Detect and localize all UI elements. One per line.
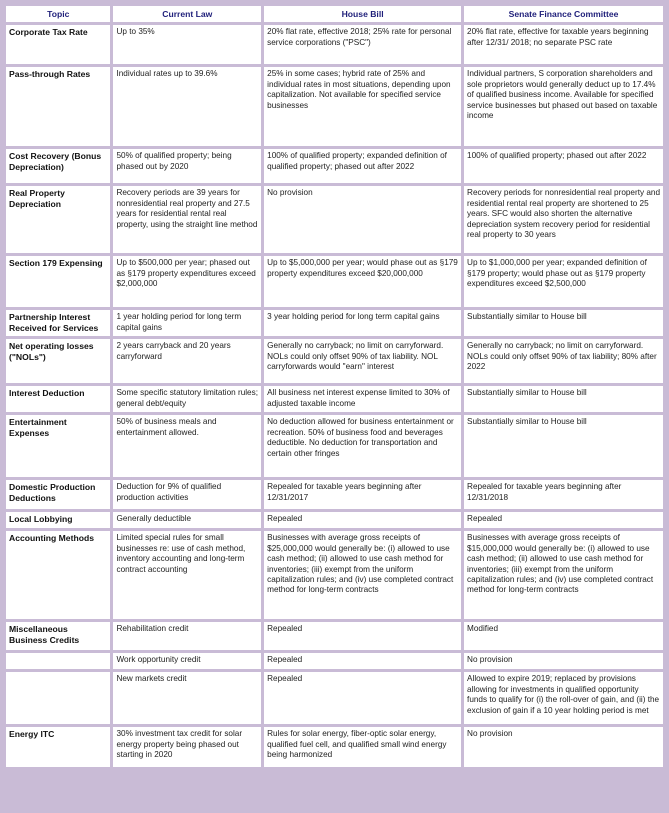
topic-cell: Accounting Methods [6,531,110,619]
header-row [6,6,663,22]
current-law-cell: Recovery periods are 39 years for nonresidential real property and 27.5 years for residential rental real property, using the straight line method [113,186,261,253]
house-bill-cell: Repealed [264,672,461,724]
current-law-cell: 50% of qualified property; being phased out by 2020 [113,149,261,183]
header-senate-finance-committee: Senate Finance Committee [464,6,663,22]
table-row [6,386,663,412]
topic-cell: Real Property Depreciation [6,186,110,253]
topic-cell: Local Lobbying [6,512,110,528]
current-law-cell: Generally deductible [113,512,261,528]
house-bill-cell: 25% in some cases; hybrid rate of 25% and individual rates in most situations, depending upon capitalization. Not available for specified service businesses [264,67,461,146]
topic-cell: Partnership Interest Received for Services [6,310,110,336]
house-bill-cell: No deduction allowed for business entertainment or recreation. 50% of business food and beverages deductible. No deduction for transportation and certain other fringes [264,415,461,477]
table-row [6,67,663,146]
topic-cell: Net operating losses ("NOLs") [6,339,110,383]
table-row [6,512,663,528]
topic-cell: Corporate Tax Rate [6,25,110,64]
table-row [6,653,663,669]
current-law-cell: Limited special rules for small businesses re: use of cash method, inventory accounting and long-term contract accounting [113,531,261,619]
house-bill-cell: Repealed [264,512,461,528]
senate-cell: 20% flat rate, effective for taxable years beginning after 12/31/ 2018; no separate PSC rate [464,25,663,64]
topic-cell: Interest Deduction [6,386,110,412]
senate-cell: No provision [464,727,663,767]
house-bill-cell: 3 year holding period for long term capital gains [264,310,461,336]
table-row [6,149,663,183]
current-law-cell: Up to 35% [113,25,261,64]
table-row [6,622,663,650]
senate-cell: Modified [464,622,663,650]
house-bill-cell: All business net interest expense limited to 30% of adjusted taxable income [264,386,461,412]
table-body [6,25,663,767]
house-bill-cell: 20% flat rate, effective 2018; 25% rate for personal service corporations ("PSC") [264,25,461,64]
senate-cell: Recovery periods for nonresidential real property and residential rental real property are shortened to 25 years. SFC would also shorten the alternative depreciation system recovery period for residential real property to 30 years [464,186,663,253]
house-bill-cell: No provision [264,186,461,253]
current-law-cell: Rehabilitation credit [113,622,261,650]
current-law-cell: New markets credit [113,672,261,724]
house-bill-cell: Rules for solar energy, fiber-optic solar energy, qualified fuel cell, and qualified small wind energy being harmonized [264,727,461,767]
current-law-cell: Up to $500,000 per year; phased out as §179 property expenditures exceed $2,000,000 [113,256,261,307]
senate-cell: Repealed for taxable years beginning after 12/31/2018 [464,480,663,509]
current-law-cell: Deduction for 9% of qualified production activities [113,480,261,509]
senate-cell: Generally no carryback; no limit on carryforward. NOLs could only offset 90% of tax liability; 80% after 2022 [464,339,663,383]
table-row [6,480,663,509]
topic-cell: Pass-through Rates [6,67,110,146]
topic-cell: Energy ITC [6,727,110,767]
house-bill-cell: Repealed for taxable years beginning after 12/31/2017 [264,480,461,509]
senate-cell: Up to $1,000,000 per year; expanded definition of §179 property; would phase out as §179 property expenditures exceed $2,500,000 [464,256,663,307]
table-row [6,672,663,724]
table-row [6,415,663,477]
house-bill-cell: Generally no carryback; no limit on carryforward. NOLs could only offset 90% of tax liability. NOL carryforwards would "earn" interest [264,339,461,383]
house-bill-cell: 100% of qualified property; expanded definition of qualified property; phased out after 2022 [264,149,461,183]
senate-cell: 100% of qualified property; phased out after 2022 [464,149,663,183]
current-law-cell: 1 year holding period for long term capital gains [113,310,261,336]
current-law-cell: Some specific statutory limitation rules; general debt/equity [113,386,261,412]
current-law-cell: 2 years carryback and 20 years carryforward [113,339,261,383]
tax-comparison-table [3,3,666,770]
header-house-bill: House Bill [264,6,461,22]
topic-cell: Cost Recovery (Bonus Depreciation) [6,149,110,183]
table-row [6,25,663,64]
senate-cell: Substantially similar to House bill [464,415,663,477]
senate-cell: Businesses with average gross receipts of $15,000,000 would generally be: (i) allowed to use cash method; (ii) allowed to use cash method for inventories; (iii) exempt from the uniform capitalization rules; and (iv) use completed contract method for long-term contracts [464,531,663,619]
house-bill-cell: Repealed [264,653,461,669]
topic-cell: Entertainment Expenses [6,415,110,477]
header-topic: Topic [6,6,110,22]
current-law-cell: Individual rates up to 39.6% [113,67,261,146]
table-row [6,256,663,307]
topic-cell [6,653,110,669]
header-current-law: Current Law [113,6,261,22]
senate-cell: Repealed [464,512,663,528]
current-law-cell: 50% of business meals and entertainment allowed. [113,415,261,477]
house-bill-cell: Businesses with average gross receipts of $25,000,000 would generally be: (i) allowed to use cash method; (ii) allowed to use cash method for inventories; (iii) exempt from the uniform capitalization rules; and (iv) use completed contract method for long-term contracts [264,531,461,619]
table-row [6,727,663,767]
senate-cell: Substantially similar to House bill [464,310,663,336]
senate-cell: No provision [464,653,663,669]
topic-cell [6,672,110,724]
current-law-cell: Work opportunity credit [113,653,261,669]
house-bill-cell: Repealed [264,622,461,650]
senate-cell: Substantially similar to House bill [464,386,663,412]
topic-cell: Domestic Production Deductions [6,480,110,509]
table-row [6,310,663,336]
topic-cell: Miscellaneous Business Credits [6,622,110,650]
senate-cell: Individual partners, S corporation shareholders and sole proprietors would generally deduct up to 17.4% of qualified business income. Available for specified service businesses but phased out based on taxable income [464,67,663,146]
table-row [6,186,663,253]
senate-cell: Allowed to expire 2019; replaced by provisions allowing for investments in qualified opportunity funds to qualify for (i) the roll-over of gain, and (ii) the exclusion of gain if a 10 year holding period is met [464,672,663,724]
house-bill-cell: Up to $5,000,000 per year; would phase out as §179 property expenditures exceed $20,000,000 [264,256,461,307]
table-row [6,531,663,619]
current-law-cell: 30% investment tax credit for solar energy property being phased out starting in 2020 [113,727,261,767]
topic-cell: Section 179 Expensing [6,256,110,307]
table-row [6,339,663,383]
